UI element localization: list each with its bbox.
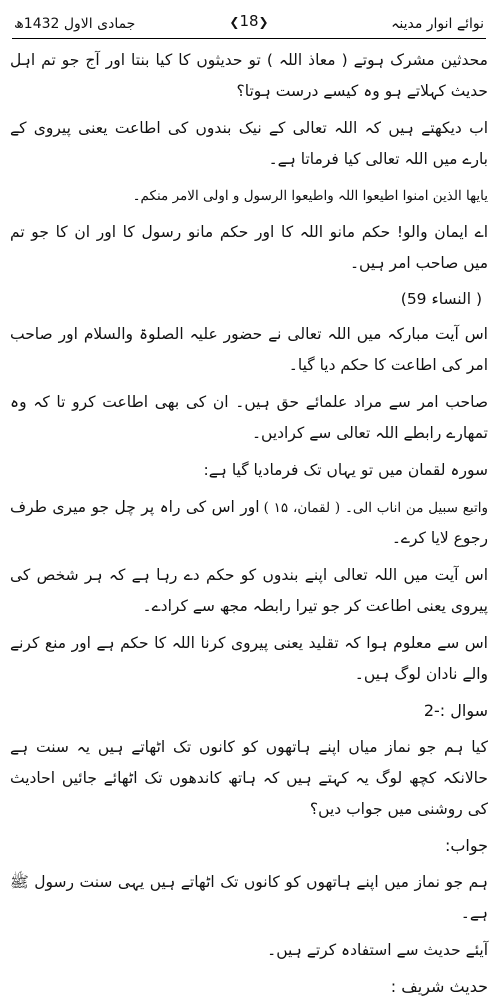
verse-translation: اور اس کی راہ پر چل جو میری طرف رجوع لایا کرے۔: [10, 498, 488, 547]
paragraph: سورہ لقمان میں تو یہاں تک فرمادیا گیا ہے:: [203, 461, 488, 479]
paragraph: اس آیت مبارکہ میں اللہ تعالی نے حضور علیہ الصلوۃ والسلام اور صاحب امر کی اطاعت کا حکم دیا گیا۔: [10, 325, 488, 374]
page-number: 18: [239, 12, 259, 30]
page-header: [10, 8, 488, 38]
ornament-right-icon: ❯: [229, 15, 240, 29]
arabic-verse-inline: واتبع سبیل من اناب الی۔ ( لقمان، ۱۵ ): [263, 500, 488, 516]
paragraph: اب دیکھتے ہیں کہ اللہ تعالی کے نیک بندوں کی اطاعت یعنی پیروی کے بارے میں اللہ تعالی کیا فرماتا ہے۔: [10, 119, 488, 168]
answer-heading: جواب:: [444, 836, 488, 855]
header-date: جمادی الاول 1432ھ: [14, 16, 136, 32]
paragraph: صاحب امر سے مراد علمائے حق ہیں۔ ان کی بھی اطاعت کرو تا کہ وہ تمھارے رابطے اللہ تعالی سے کرادیں۔: [10, 393, 488, 442]
paragraph: [10, 492, 488, 554]
ornament-left-icon: ❮: [258, 15, 269, 29]
hadith-heading: حدیث شریف :: [390, 977, 488, 996]
header-divider: [12, 38, 486, 39]
paragraph: اس آیت میں اللہ تعالی اپنے بندوں کو حکم دے رہا ہے کہ ہر شخص کی پیروی یعنی اطاعت کر جو تیرا رابطہ مجھ سے کرادے۔: [10, 566, 488, 615]
header-title: نوائے انوار مدینہ: [391, 16, 484, 32]
paragraph: اے ایمان والو! حکم مانو اللہ کا اور حکم مانو رسول کا اور ان کا جو تم میں صاحب امر ہیں۔: [10, 223, 488, 272]
arabic-verse: یایھا الذین امنوا اطیعوا اللہ واطیعوا الرسول و اولی الامر منکم۔: [132, 188, 488, 204]
paragraph: محدثین مشرک ہوتے ( معاذ اللہ ) تو حدیثوں کا کیا بنتا اور آج جو تم اہل حدیث کہلاتے ہو وہ کیسے درست ہوتا؟: [10, 51, 488, 100]
article-body: [10, 45, 488, 1002]
paragraph: کیا ہم جو نماز میاں اپنے ہاتھوں کو کانوں تک اٹھاتے ہیں یہ سنت ہے حالانکہ کچھ لوگ یہ کہتے ہیں کہ ہاتھ کاندھوں تک اٹھائے جائیں احادیث کی روشنی میں جواب دیں؟: [10, 738, 488, 818]
paragraph: ہم جو نماز میں اپنے ہاتھوں کو کانوں تک اٹھاتے ہیں یہی سنت رسول ﷺ ہے۔: [10, 873, 488, 922]
paragraph: آیئے حدیث سے استفادہ کرتے ہیں۔: [267, 941, 488, 959]
paragraph: اس سے معلوم ہوا کہ تقلید یعنی پیروی کرنا اللہ کا حکم ہے اور منع کرنے والے نادان لوگ ہیں۔: [10, 634, 488, 683]
question-heading: سوال :-2: [423, 701, 488, 720]
verse-reference: ( النساء 59): [400, 290, 482, 308]
